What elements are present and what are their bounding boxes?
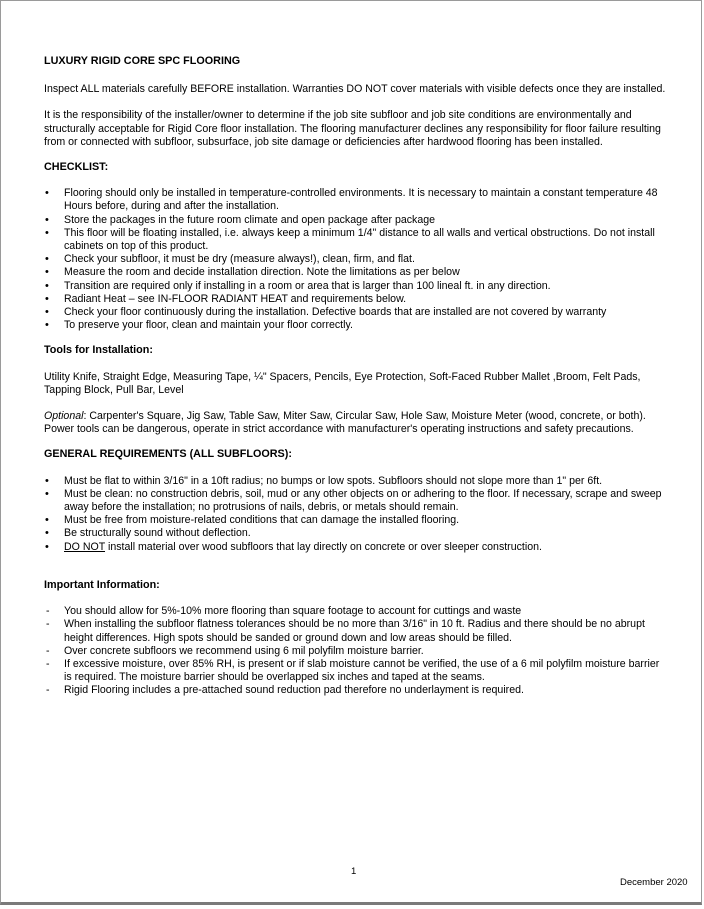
- list-item: • Flooring should only be installed in temperature-controlled environments. It is necessary to maintain a constant temperature 48 Hours before, during and after the installation.: [44, 187, 666, 213]
- important-info-heading: Important Information:: [44, 578, 160, 591]
- list-item: • To preserve your floor, clean and maintain your floor correctly.: [44, 319, 666, 332]
- list-item: • Store the packages in the future room climate and open package after package: [44, 214, 666, 227]
- list-item: • Must be flat to within 3/16" in a 10ft radius; no bumps or low spots. Subfloors should not slope more than 1" per 6ft.: [44, 475, 666, 488]
- general-requirements-heading: GENERAL REQUIREMENTS (ALL SUBFLOORS):: [44, 448, 292, 461]
- list-item: • Radiant Heat – see IN-FLOOR RADIANT HEAT and requirements below.: [44, 293, 666, 306]
- list-item: - Over concrete subfloors we recommend using 6 mil polyfilm moisture barrier.: [44, 645, 666, 658]
- list-item: • This floor will be floating installed, i.e. always keep a minimum 1/4" distance to all walls and vertical obstructions. Do not install cabinets on top of this product.: [44, 227, 666, 253]
- checklist-list: [44, 187, 666, 332]
- list-item: • Transition are required only if installing in a room or area that is larger than 100 lineal ft. in any direction.: [44, 280, 666, 293]
- list-item: - When installing the subfloor flatness tolerances should be no more than 3/16" in 10 ft. Radius and there should be no abrupt height differences. High spots should be sanded or ground down and low areas should be filled.: [44, 618, 666, 644]
- do-not-text: install material over wood subfloors that lay directly on concrete or over sleeper construction.: [105, 540, 542, 553]
- list-item: • Measure the room and decide installation direction. Note the limitations as per below: [44, 266, 666, 279]
- checklist-heading: CHECKLIST:: [44, 161, 109, 174]
- list-item: - You should allow for 5%-10% more flooring than square footage to account for cuttings and waste: [44, 605, 666, 618]
- list-item: • Must be clean: no construction debris, soil, mud or any other objects on or adhering to the floor. If necessary, scrape and sweep away before the installation; no protrusions of nails, debris, or metals should remain.: [44, 488, 666, 514]
- important-info-list: [44, 605, 666, 697]
- tools-list: Utility Knife, Straight Edge, Measuring Tape, ¼" Spacers, Pencils, Eye Protection, Soft-Faced Rubber Mallet ,Broom, Felt Pads, Tapping Block, Pull Bar, Level: [44, 370, 641, 396]
- optional-tools-text: : Carpenter's Square, Jig Saw, Table Saw, Miter Saw, Circular Saw, Hole Saw, Moisture Meter (wood, concrete, or both). Power tools can be dangerous, operate in strict accordance with manufacturer's operating instructions and safety precautions.: [44, 410, 646, 436]
- tools-heading: Tools for Installation:: [44, 344, 153, 357]
- document-body: [44, 55, 666, 698]
- list-item: [44, 541, 666, 554]
- list-item: • Check your floor continuously during the installation. Defective boards that are installed are not covered by warranty: [44, 306, 666, 319]
- footer-date: December 2020: [620, 877, 688, 888]
- page-number: 1: [351, 866, 357, 877]
- optional-tools-paragraph: [44, 410, 666, 436]
- responsibility-paragraph: It is the responsibility of the installer/owner to determine if the job site subfloor and job site conditions are environmentally and structurally acceptable for Rigid Core floor installation. The flooring manufacturer declines any responsibility for floor failure resulting from or connected with subfloor, subsurface, job site damage or deficiencies after hardwood flooring has been installed.: [44, 109, 661, 148]
- list-item: - Rigid Flooring includes a pre-attached sound reduction pad therefore no underlayment is required.: [44, 684, 666, 697]
- list-item: • Be structurally sound without deflection.: [44, 527, 666, 540]
- optional-label: Optional: [44, 410, 84, 423]
- list-item: • Must be free from moisture-related conditions that can damage the installed flooring.: [44, 514, 666, 527]
- intro-paragraph: Inspect ALL materials carefully BEFORE installation. Warranties DO NOT cover materials with visible defects once they are installed.: [44, 83, 666, 96]
- do-not-emphasis: DO NOT: [64, 540, 106, 553]
- general-requirements-list: [44, 475, 666, 554]
- list-item: - If excessive moisture, over 85% RH, is present or if slab moisture cannot be verified, the use of a 6 mil polyfilm moisture barrier is required. The moisture barrier should be overlapped six inches and taped at the seams.: [44, 658, 666, 684]
- list-item: • Check your subfloor, it must be dry (measure always!), clean, firm, and flat.: [44, 253, 666, 266]
- document-title: LUXURY RIGID CORE SPC FLOORING: [44, 55, 241, 67]
